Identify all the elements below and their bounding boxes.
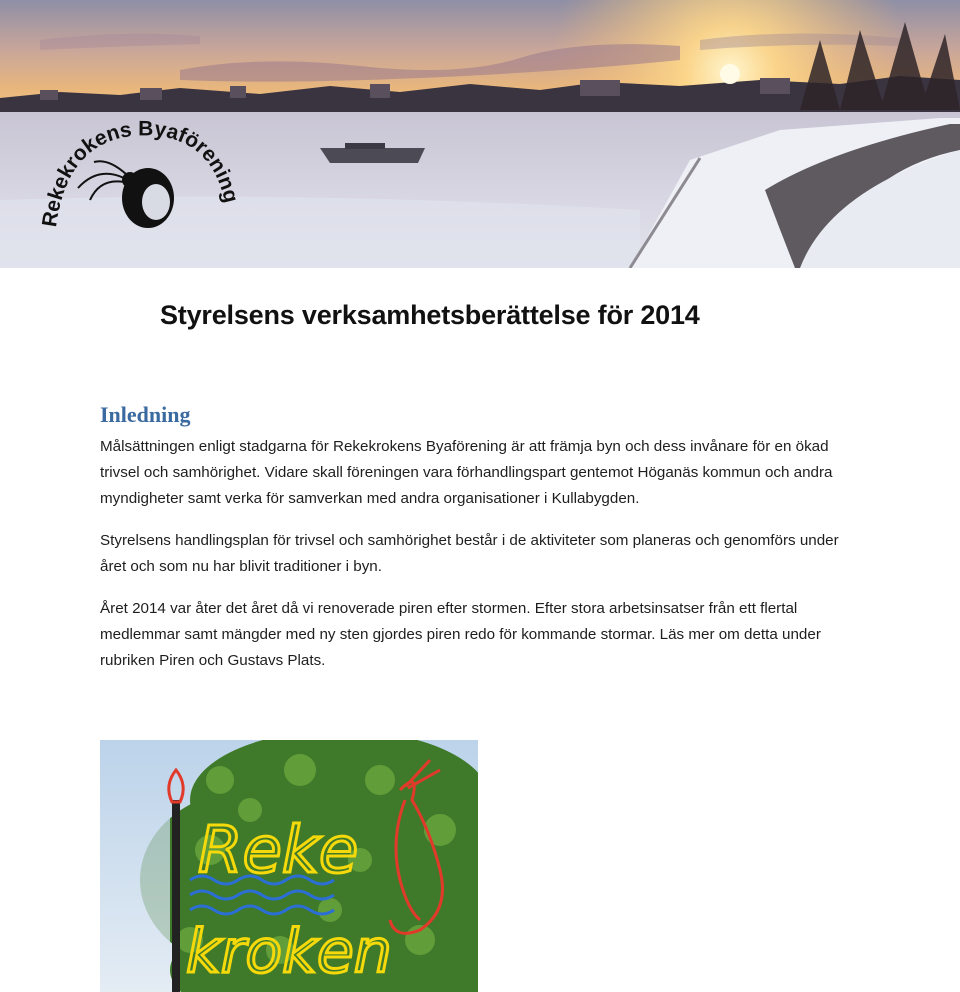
neon-sign-photo	[100, 740, 478, 992]
svg-text:kroken: kroken	[186, 917, 392, 987]
paragraph: Målsättningen enligt stadgarna för Rekekrokens Byaförening är att främja byn och dess invånare för en ökad trivsel och samhörighet. Vidare skall föreningen vara förhandlingspart gentemot Höganäs kommun och andra myndigheter samt verka för samverkan med andra organisationer i Kullabygden.	[100, 438, 833, 507]
section-heading: Inledning	[100, 402, 191, 427]
paragraph: Styrelsens handlingsplan för trivsel och samhörighet består i de aktiviteter som planeras och genomförs under året och som nu har blivit traditioner i byn.	[100, 532, 839, 575]
page-title: Styrelsens verksamhetsberättelse för 2014	[160, 300, 700, 330]
svg-text:Rekekrokens Byaförening: Rekekrokens Byaförening	[38, 118, 243, 229]
header-banner-photo	[0, 0, 960, 268]
svg-text:Reke: Reke	[198, 814, 359, 888]
paragraph: Året 2014 var åter det året då vi renoverade piren efter stormen. Efter stora arbetsinsatser från ett flertal medlemmar samt mängder med ny sten gjordes piren redo för kommande stormar. Läs mer om detta under rubriken Piren och Gustavs Plats.	[100, 600, 821, 669]
association-logo	[38, 118, 248, 248]
